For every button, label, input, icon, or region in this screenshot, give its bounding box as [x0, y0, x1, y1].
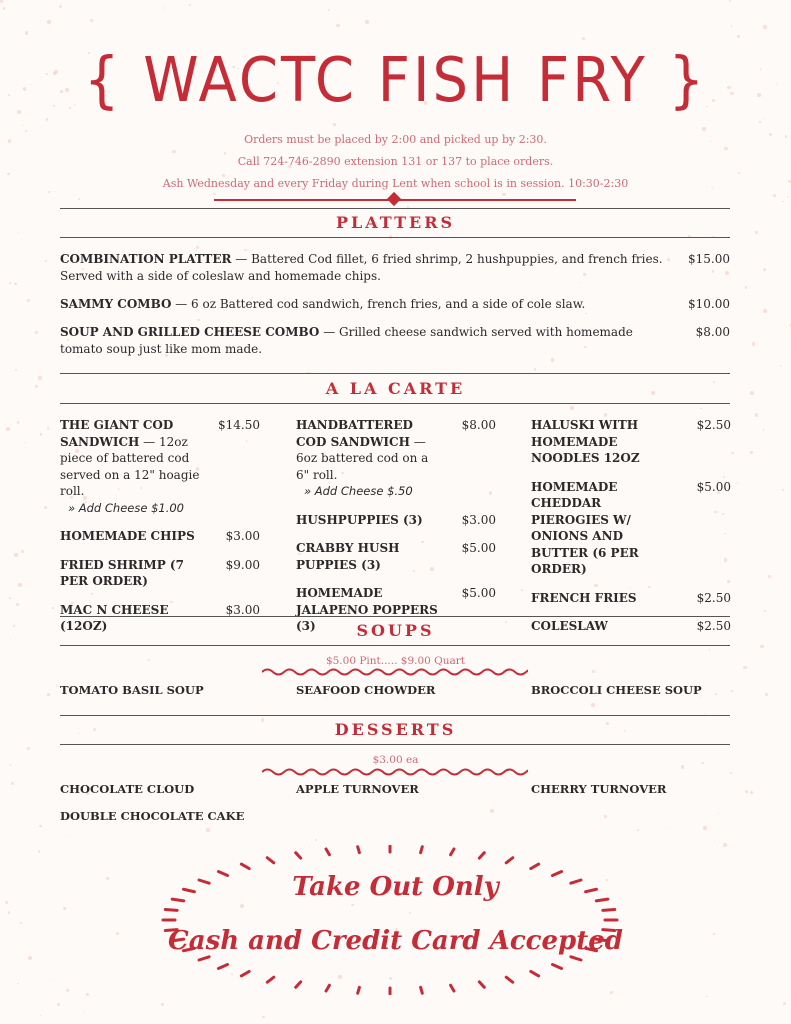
- divider: [60, 403, 730, 404]
- menu-item: [531, 590, 731, 607]
- divider: [60, 744, 730, 745]
- burst-dash: [296, 853, 301, 858]
- soup-item: SEAFOOD CHOWDER: [296, 683, 436, 697]
- item-name: HALUSKI WITH HOMEMADE NOODLES 12OZ: [531, 418, 640, 465]
- menu-item: [531, 479, 731, 578]
- divider: [60, 373, 730, 374]
- menu-item: [60, 557, 260, 590]
- item-name: HUSHPUPPIES (3): [296, 512, 423, 527]
- divider: [60, 237, 730, 238]
- menu-column: [60, 417, 260, 647]
- item-price: $2.50: [696, 418, 731, 432]
- menu-item: [60, 417, 260, 516]
- diamond-ornament: [387, 192, 401, 206]
- item-name: SAMMY COMBO: [60, 297, 172, 311]
- burst-dash: [218, 965, 227, 969]
- soup-price-note: $5.00 Pint..... $9.00 Quart: [325, 655, 466, 667]
- item-desc: — Battered Cod fillet, 6 fried shrimp, 2 hushpuppies, and french fries. Served with a side of coleslaw and homemade chips.: [60, 252, 663, 283]
- divider: [60, 715, 730, 716]
- divider: [60, 616, 730, 617]
- burst-ornament: [160, 845, 620, 995]
- burst-dash: [358, 847, 360, 853]
- item-name: SOUP AND GRILLED CHEESE COMBO: [60, 325, 320, 339]
- divider: [60, 645, 730, 646]
- burst-dash: [421, 847, 423, 853]
- section-heading-platters: PLATTERS: [335, 213, 456, 232]
- burst-dash: [451, 849, 454, 855]
- burst-dash: [241, 864, 249, 869]
- menu-item: [296, 512, 496, 529]
- burst-dash: [199, 957, 209, 960]
- burst-dash: [531, 864, 539, 869]
- item-name: HANDBATTERED COD SANDWICH: [296, 418, 413, 449]
- burst-dash: [267, 977, 273, 982]
- item-name: FRENCH FRIES: [531, 590, 637, 605]
- item-desc: — Grilled cheese sandwich served with homemade tomato soup just like mom made.: [60, 325, 633, 356]
- item-price: $3.00: [225, 529, 260, 543]
- item-name: COLESLAW: [531, 619, 608, 633]
- menu-column: [296, 417, 496, 647]
- section-heading-soups: SOUPS: [356, 621, 435, 640]
- burst-dash: [421, 987, 423, 993]
- burst-dash: [267, 858, 273, 863]
- wave-ornament: [262, 666, 528, 678]
- item-price: $3.00: [225, 602, 260, 617]
- dessert-item: APPLE TURNOVER: [296, 782, 419, 796]
- add-cheese-option: » Add Cheese $1.00: [68, 500, 184, 515]
- item-name: HOMEMADE JALAPENO POPPERS (3): [296, 586, 438, 633]
- item-desc: — 6 oz Battered cod sandwich, french fries, and a side of cole slaw.: [171, 297, 586, 311]
- item-name: MAC N CHEESE (12OZ): [60, 602, 169, 633]
- item-price: $5.00: [461, 541, 496, 555]
- burst-dash: [506, 858, 512, 863]
- burst-dash: [451, 985, 454, 991]
- dessert-price-note: $3.00 ea: [372, 754, 419, 766]
- soup-item: TOMATO BASIL SOUP: [60, 683, 204, 697]
- burst-dash: [165, 909, 177, 910]
- phone-text: Call 724-746-2890 extension 131 or 137 to place orders.: [237, 155, 554, 168]
- burst-dash: [296, 982, 301, 987]
- item-price: $8.00: [461, 418, 496, 432]
- burst-dash: [603, 909, 615, 910]
- item-price: $8.00: [695, 325, 730, 339]
- item-price: $5.00: [696, 479, 731, 494]
- item-name: HOMEMADE CHEDDAR PIEROGIES W/ ONIONS AND BUTTER (6 PER ORDER): [531, 479, 639, 576]
- schedule-text: Ash Wednesday and every Friday during Lent when school is in session. 10:30-2:30: [162, 177, 629, 190]
- dessert-item: CHERRY TURNOVER: [531, 782, 667, 796]
- dessert-item: DOUBLE CHOCOLATE CAKE: [60, 809, 245, 823]
- item-name: FRIED SHRIMP (7 PER ORDER): [60, 557, 184, 588]
- menu-item: [296, 540, 496, 573]
- burst-dash: [326, 849, 329, 855]
- burst-dash: [479, 853, 484, 858]
- item-price: $5.00: [461, 586, 496, 600]
- section-heading-a-la-carte: A LA CARTE: [325, 379, 466, 398]
- soup-item: BROCCOLI CHEESE SOUP: [531, 683, 702, 697]
- item-name: HOMEMADE CHIPS: [60, 529, 195, 543]
- menu-item: [60, 528, 260, 545]
- item-name: CRABBY HUSH PUPPIES (3): [296, 541, 400, 572]
- burst-dash: [552, 965, 561, 969]
- menu-column: [531, 417, 731, 647]
- burst-dash: [571, 957, 581, 960]
- item-desc: — 6oz battered cod on a 6" roll.: [296, 434, 429, 482]
- burst-dash: [241, 971, 249, 976]
- item-price: $3.00: [461, 512, 496, 527]
- take-out-only-text: Take Out Only: [292, 872, 499, 902]
- add-cheese-option: » Add Cheese $.50: [304, 484, 413, 498]
- section-heading-desserts: DESSERTS: [334, 720, 457, 739]
- item-price: $9.00: [225, 557, 260, 572]
- item-price: $2.50: [696, 590, 731, 605]
- item-name: THE GIANT COD SANDWICH: [60, 418, 174, 449]
- divider: [60, 208, 730, 209]
- burst-dash: [506, 977, 512, 982]
- menu-item: [531, 417, 731, 467]
- item-price: $14.50: [218, 418, 260, 432]
- wave-ornament: [262, 766, 528, 778]
- burst-dash: [479, 982, 484, 987]
- payment-text: Cash and Credit Card Accepted: [168, 926, 623, 956]
- item-price: $10.00: [688, 297, 730, 311]
- item-desc: — 12oz piece of battered cod served on a 12" hoagie roll.: [60, 434, 200, 498]
- burst-dash: [531, 971, 539, 976]
- item-name: COMBINATION PLATTER: [60, 252, 232, 266]
- page-title: { WACTC FISH FRY }: [83, 44, 708, 117]
- burst-dash: [358, 987, 360, 993]
- order-deadline-text: Orders must be placed by 2:00 and picked up by 2:30.: [244, 133, 547, 146]
- dessert-item: CHOCOLATE CLOUD: [60, 782, 195, 796]
- burst-dash: [326, 985, 329, 991]
- platter-item: [60, 296, 730, 313]
- item-price: $15.00: [688, 252, 730, 266]
- platter-item: [60, 324, 730, 358]
- menu-item: [296, 417, 496, 500]
- platter-item: [60, 251, 730, 285]
- item-price: $2.50: [696, 619, 731, 633]
